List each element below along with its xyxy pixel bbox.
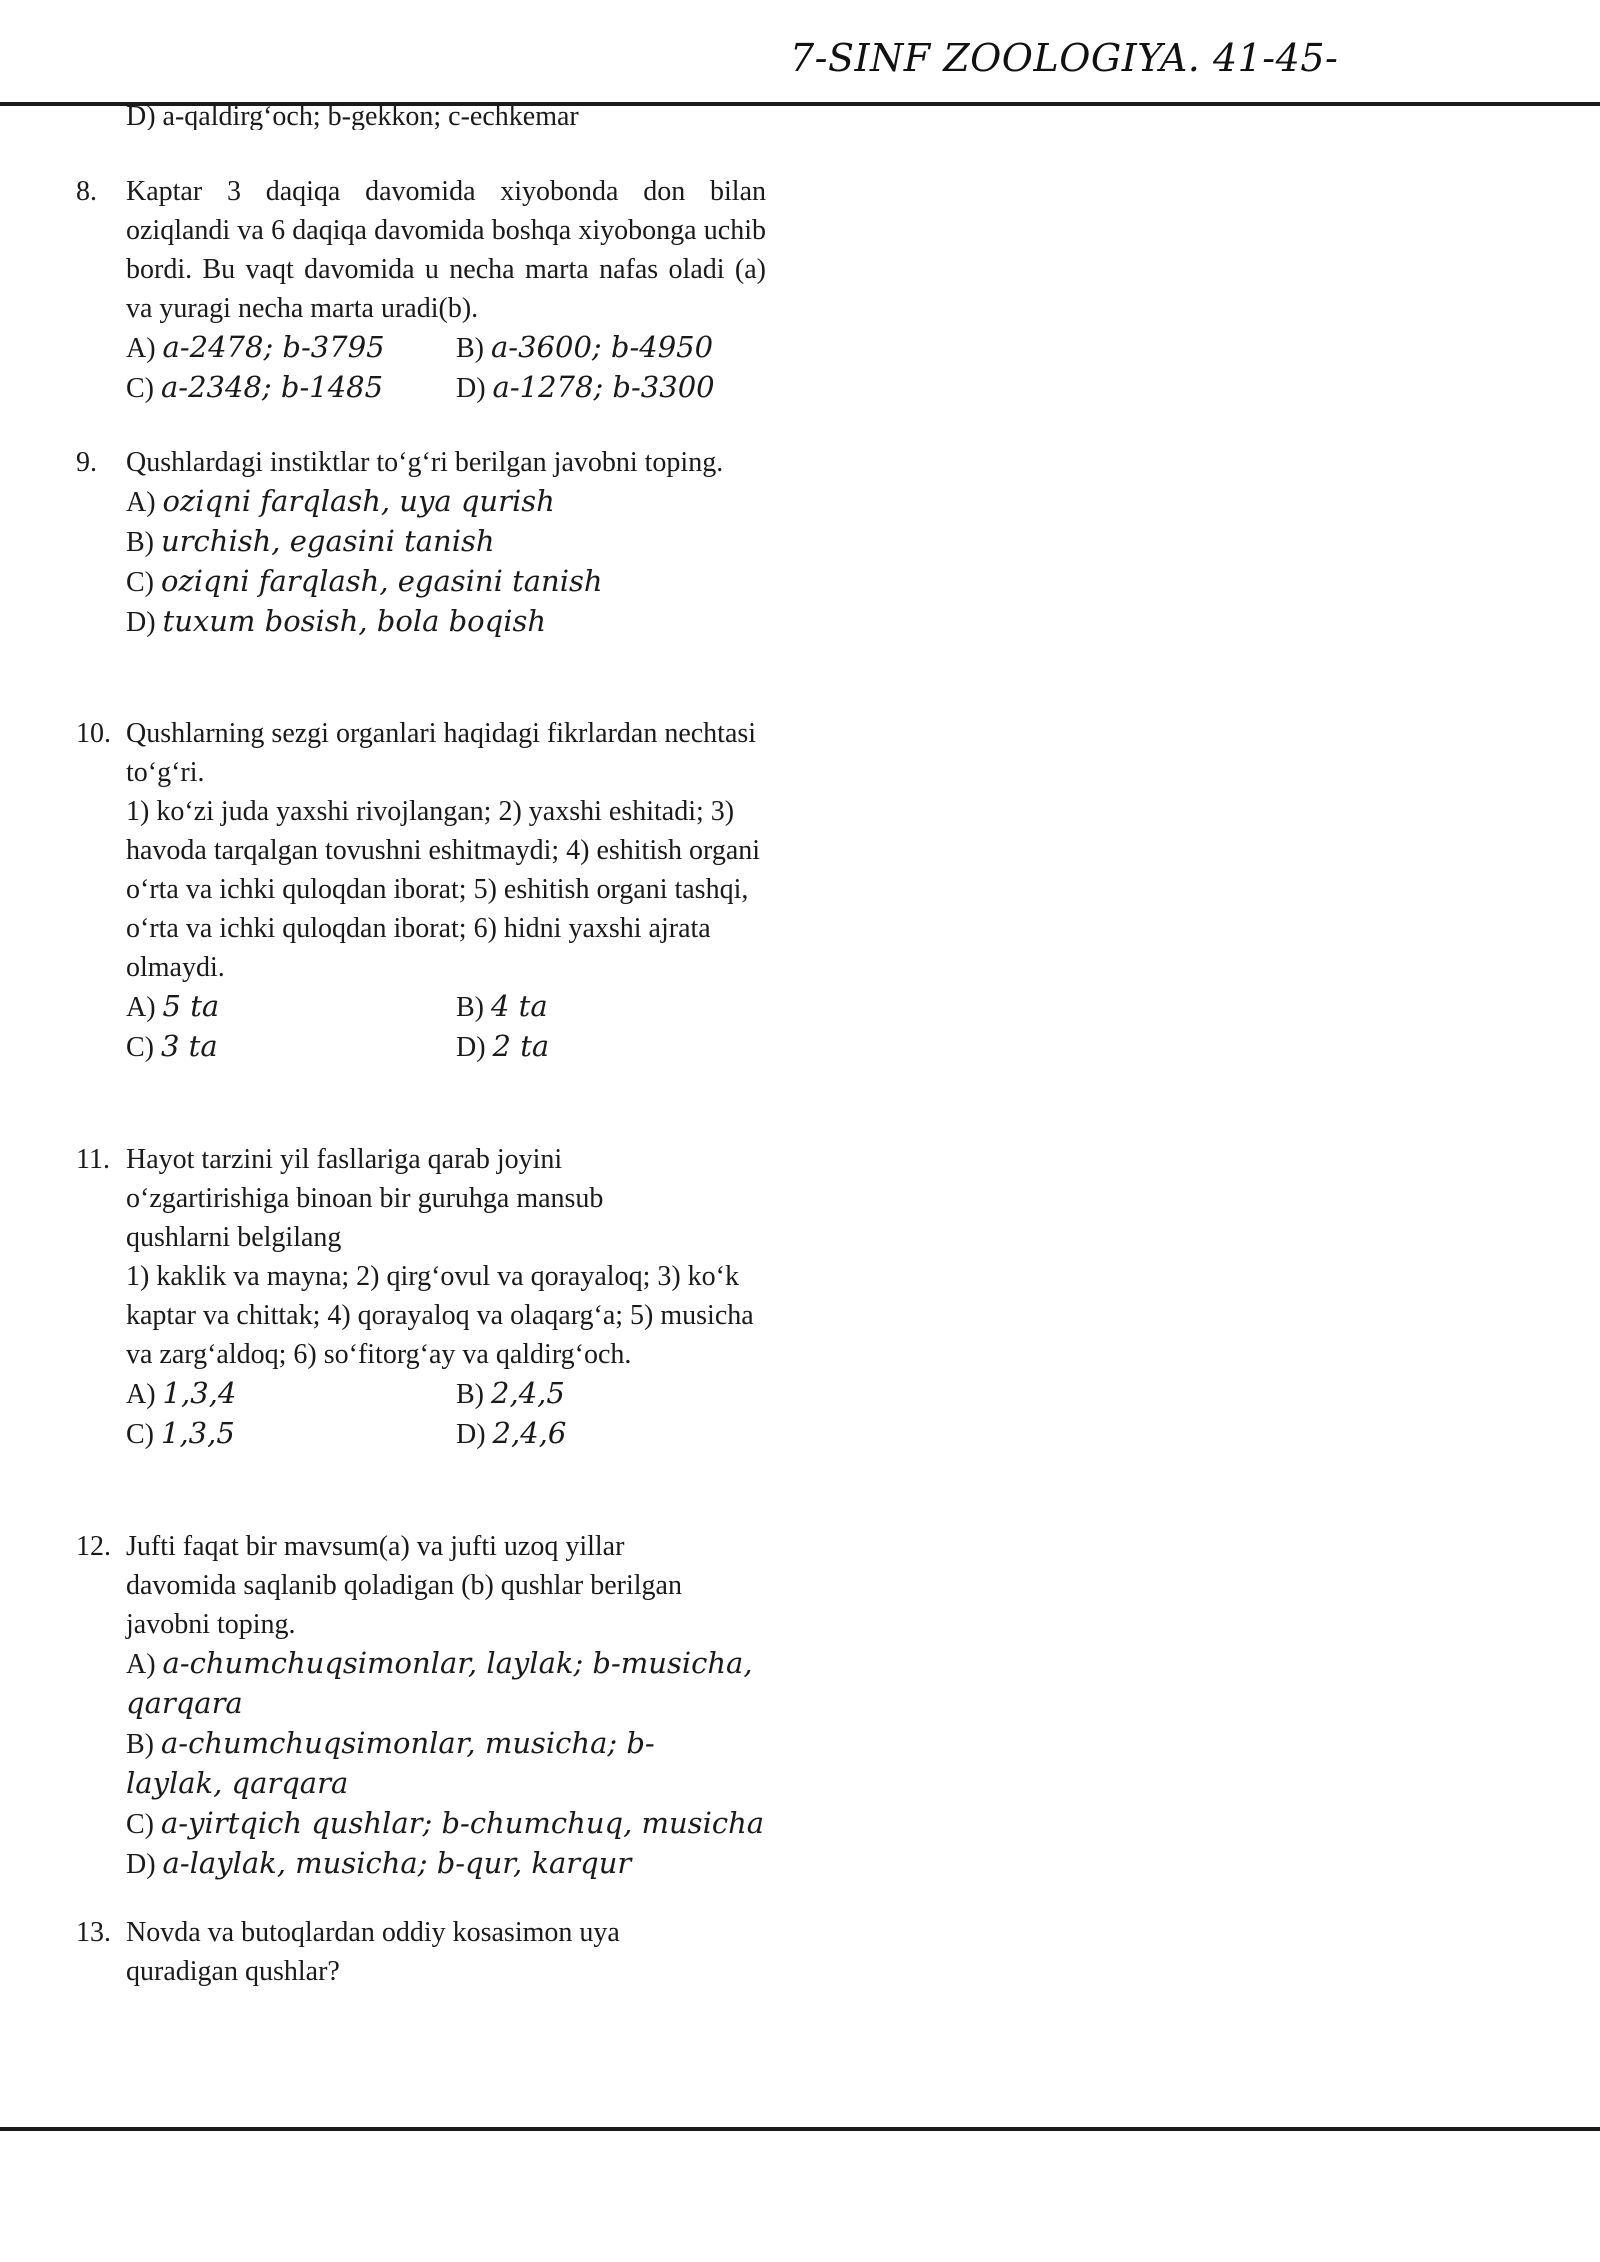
option-d[interactable] — [456, 1027, 786, 1067]
option-d[interactable] — [456, 368, 786, 408]
option-letter: B) — [126, 527, 154, 558]
option-text: a-1278; b-3300 — [492, 370, 715, 404]
option-a[interactable] — [126, 328, 456, 368]
option-text: a-3600; b-4950 — [491, 330, 714, 364]
answer-options — [126, 987, 766, 1067]
option-c[interactable] — [126, 562, 766, 602]
option-b[interactable] — [126, 522, 766, 562]
question-9 — [76, 443, 776, 642]
question-number: 11. — [76, 1144, 110, 1175]
option-text: oziqni farqlash, uya qurish — [162, 484, 555, 518]
option-text: 4 ta — [491, 989, 548, 1023]
question-statements: 1) ko‘zi juda yaxshi rivojlangan; 2) yaxshi eshitadi; 3) havoda tarqalgan tovushni eshitmaydi; 4) eshitish organi o‘rta va ichki quloqdan iborat; 5) eshitish organi tashqi, o‘rta va ichki quloqdan iborat; 6) hidni yaxshi ajrata olmaydi. — [126, 796, 761, 983]
option-c[interactable] — [126, 1804, 766, 1844]
carryover-option-text: a-qaldirg‘och; b-gekkon; c-echkemar — [162, 101, 579, 130]
option-c[interactable] — [126, 1027, 456, 1067]
question-11 — [76, 1140, 776, 1454]
footer-rule — [0, 2127, 1600, 2131]
option-text: tuxum bosish, bola boqish — [162, 604, 547, 638]
option-letter: D) — [456, 373, 486, 404]
option-letter: D) — [126, 607, 156, 638]
question-8 — [76, 172, 776, 408]
question-text: Qushlardagi instiktlar to‘g‘ri berilgan javobni toping. — [126, 447, 724, 478]
page-header-title: 7-SINF ZOOLOGIYA. 41-45- — [790, 36, 1339, 80]
option-b[interactable] — [126, 1724, 686, 1804]
option-a[interactable] — [126, 987, 456, 1027]
option-b[interactable] — [456, 328, 786, 368]
option-letter: C) — [126, 373, 154, 404]
carryover-option-letter: D) — [126, 101, 156, 130]
option-text: urchish, egasini tanish — [161, 524, 495, 558]
option-letter: B) — [126, 1729, 154, 1760]
option-text: 2,4,6 — [492, 1416, 567, 1450]
option-text: a-laylak, musicha; b-qur, karqur — [162, 1846, 632, 1880]
option-text: a-chumchuqsimonlar, laylak; b-musicha, qarqara — [126, 1646, 753, 1720]
answer-options — [126, 482, 766, 642]
option-b[interactable] — [456, 1374, 786, 1414]
option-text: 5 ta — [162, 989, 220, 1023]
option-text: a-2478; b-3795 — [162, 330, 385, 364]
option-text: a-chumchuqsimonlar, musicha; b-laylak, qarqara — [126, 1726, 655, 1800]
question-number: 12. — [76, 1531, 111, 1562]
question-number: 10. — [76, 718, 111, 749]
carryover-option — [126, 92, 579, 130]
option-text: oziqni farqlash, egasini tanish — [161, 564, 603, 598]
question-number: 8. — [76, 176, 97, 207]
option-letter: C) — [126, 1419, 154, 1450]
question-13 — [76, 1913, 776, 1991]
answer-options — [126, 328, 766, 408]
answer-options — [126, 1374, 766, 1454]
option-letter: A) — [126, 1379, 156, 1410]
option-text: 3 ta — [161, 1029, 218, 1063]
option-letter: C) — [126, 567, 154, 598]
question-12 — [76, 1527, 776, 1884]
option-d[interactable] — [126, 1844, 766, 1884]
option-a[interactable] — [126, 482, 766, 522]
question-text: Qushlarning sezgi organlari haqidagi fikrlardan nechtasi to‘g‘ri. — [126, 718, 757, 788]
option-letter: D) — [126, 1849, 156, 1880]
option-letter: A) — [126, 1649, 156, 1680]
question-number: 13. — [76, 1917, 111, 1948]
option-letter: A) — [126, 487, 156, 518]
option-c[interactable] — [126, 368, 456, 408]
option-letter: D) — [456, 1419, 486, 1450]
option-text: 2 ta — [492, 1029, 550, 1063]
option-letter: A) — [126, 992, 156, 1023]
option-d[interactable] — [126, 602, 766, 642]
question-text: Hayot tarzini yil fasllariga qarab joyini o‘zgartirishiga binoan bir guruhga mansub qushlarni belgilang — [126, 1144, 604, 1253]
option-text: a-yirtqich qushlar; b-chumchuq, musicha — [161, 1806, 765, 1840]
option-letter: B) — [456, 1379, 484, 1410]
option-letter: D) — [456, 1032, 486, 1063]
question-text: Kaptar 3 daqiqa davomida xiyobonda don bilan oziqlandi va 6 daqiqa davomida boshqa xiyobonga uchib bordi. Bu vaqt davomida u necha marta nafas oladi (a) va yuragi necha marta uradi(b). — [126, 176, 766, 324]
option-text: 1,3,5 — [161, 1416, 235, 1450]
option-a[interactable] — [126, 1644, 766, 1724]
question-10 — [76, 714, 776, 1067]
option-text: 1,3,4 — [162, 1376, 237, 1410]
option-letter: A) — [126, 333, 156, 364]
option-letter: B) — [456, 333, 484, 364]
option-b[interactable] — [456, 987, 786, 1027]
option-d[interactable] — [456, 1414, 786, 1454]
question-statements: 1) kaklik va mayna; 2) qirg‘ovul va qorayaloq; 3) ko‘k kaptar va chittak; 4) qorayaloq va olaqarg‘a; 5) musicha va zarg‘aldoq; 6) so‘fitorg‘ay va qaldirg‘och. — [126, 1261, 754, 1370]
option-letter: C) — [126, 1809, 154, 1840]
answer-options — [126, 1644, 766, 1884]
option-a[interactable] — [126, 1374, 456, 1414]
option-letter: C) — [126, 1032, 154, 1063]
option-c[interactable] — [126, 1414, 456, 1454]
option-text: a-2348; b-1485 — [161, 370, 384, 404]
question-number: 9. — [76, 447, 97, 478]
question-text: Novda va butoqlardan oddiy kosasimon uya quradigan qushlar? — [126, 1917, 620, 1987]
option-letter: B) — [456, 992, 484, 1023]
option-text: 2,4,5 — [491, 1376, 565, 1410]
question-text: Jufti faqat bir mavsum(a) va jufti uzoq yillar davomida saqlanib qoladigan (b) qushlar berilgan javobni toping. — [126, 1531, 682, 1640]
